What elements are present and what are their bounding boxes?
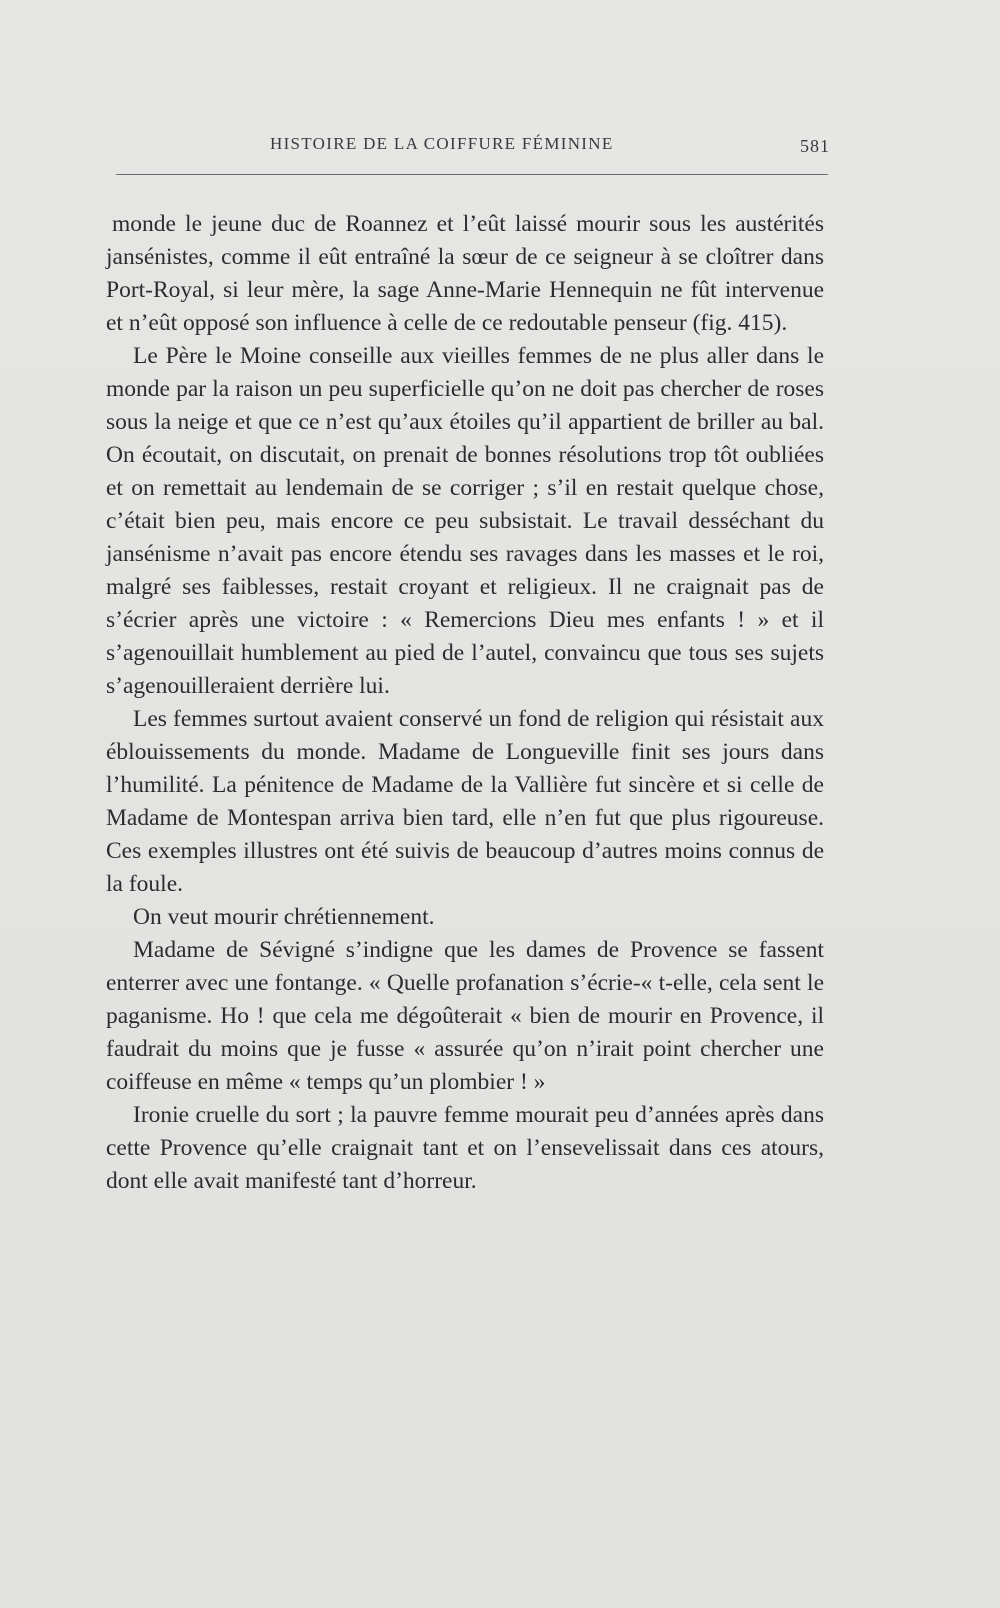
paragraph: monde le jeune duc de Roannez et l’eût laissé mourir sous les austérités jansénistes, comme il eût entraîné la sœur de ce seigneur à se cloîtrer dans Port-Royal, si leur mère, la sage Anne-Marie Hennequin ne fût intervenue et n’eût opposé son influence à celle de ce redoutable penseur (fig. 415). — [106, 211, 824, 336]
body-text — [106, 208, 824, 1198]
paragraph: Le Père le Moine conseille aux vieilles femmes de ne plus aller dans le monde par la raison un peu superficielle qu’on ne doit pas chercher de roses sous la neige et que ce n’est qu’aux étoiles qu’il appartient de briller au bal. On écoutait, on discutait, on prenait de bonnes résolutions trop tôt oubliées et on remettait au lendemain de se corriger ; s’il en restait quelque chose, c’était bien peu, mais encore ce peu subsistait. Le travail desséchant du jansénisme n’avait pas encore étendu ses ravages dans les masses et le roi, malgré ses faiblesses, restait croyant et religieux. Il ne craignait pas de s’écrier après une victoire : « Remercions Dieu mes enfants ! » et il s’agenouillait humblement au pied de l’autel, convaincu que tous ses sujets s’agenouilleraient derrière lui. — [106, 343, 824, 699]
running-title: HISTOIRE DE LA COIFFURE FÉMININE — [270, 134, 614, 153]
page-number: 581 — [800, 136, 830, 156]
paragraph: On veut mourir chrétiennement. — [133, 904, 435, 930]
paragraph: Madame de Sévigné s’indigne que les dames de Provence se fassent enterrer avec une fontange. « Quelle profanation s’écrie-« t-elle, cela sent le paganisme. Ho ! que cela me dégoûterait « bien de mourir en Provence, il faudrait du moins que je fusse « assurée qu’on n’irait point chercher une coiffeuse en même « temps qu’un plombier ! » — [106, 937, 824, 1095]
paragraph: Ironie cruelle du sort ; la pauvre femme mourait peu d’années après dans cette Provence qu’elle craignait tant et on l’ensevelissait dans ces atours, dont elle avait manifesté tant d’horreur. — [106, 1102, 824, 1194]
header-rule — [116, 174, 828, 175]
page-header — [115, 128, 830, 162]
paragraph: Les femmes surtout avaient conservé un fond de religion qui résistait aux éblouissements du monde. Madame de Longueville finit ses jours dans l’humilité. La pénitence de Madame de la Vallière fut sincère et si celle de Madame de Montespan arriva bien tard, elle n’en fut que plus rigoureuse. Ces exemples illustres ont été suivis de beaucoup d’autres moins connus de la foule. — [106, 706, 824, 897]
